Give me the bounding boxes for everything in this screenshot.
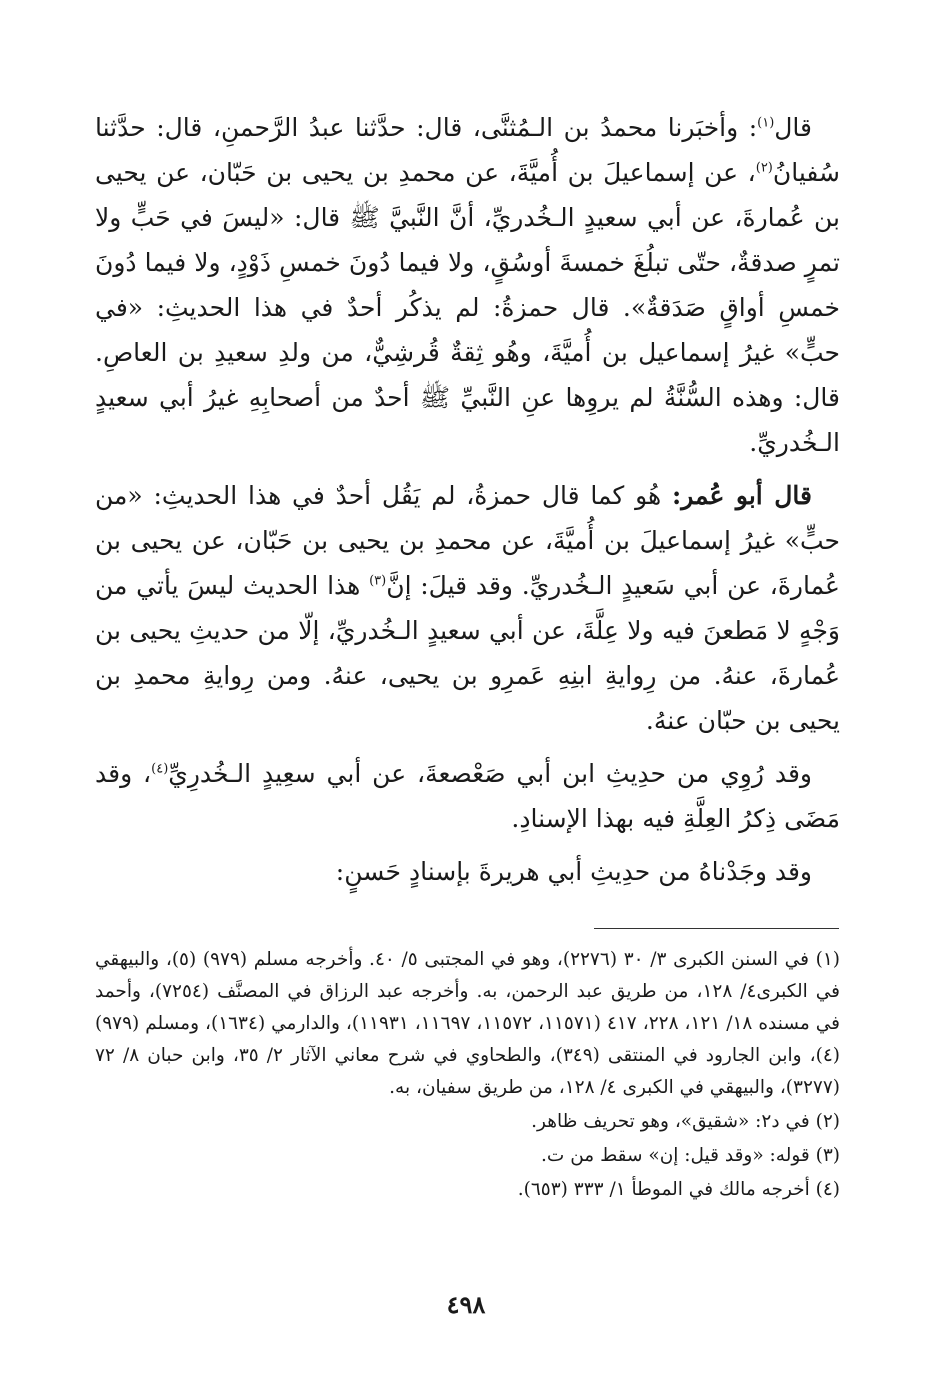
footnote-1: (١) في السنن الكبرى ٣/ ٣٠ (٢٢٧٦)، وهو في المجتبى ٥/ ٤٠. وأخرجه مسلم (٩٧٩) (٥)، والبيهقي في الكبرى٤/ ١٢٨، من طريق عبد الرحمن، به. وأخرجه عبد الرزاق في المصنَّف (٧٢٥٤)، وأحمد في مسنده ١٨/ ١٢١، ٢٢٨، ٤١٧ (١١٥٧١، ١١٥٧٢، ١١٦٩٧، ١١٩٣١)، والدارمي (١٦٣٤)، ومسلم (٩٧٩) (٤)، وابن الجارود في المنتقى (٣٤٩)، والطحاوي في شرح معاني الآثار ٢/ ٣٥، وابن حبان ٨/ ٧٢ (٣٢٧٧)، والبيهقي في الكبرى ٤/ ١٢٨، من طريق سفيان، به. (95, 949, 840, 1098)
paragraph-4-text: وقد وجَدْناهُ من حدِيثِ أبي هريرةَ بإسنادٍ حَسنٍ: (335, 857, 812, 886)
footnote-2: (٢) في د٢: «شقيق»، وهو تحريف ظاهر. (531, 1111, 840, 1132)
footnote-ref-1[interactable]: (١) (757, 115, 775, 131)
paragraph-3 (95, 751, 840, 841)
paragraph-4 (95, 849, 840, 894)
paragraph-1-text-c: ، عن إسماعيلَ بن أُميَّةَ، عن محمدِ بن يحيى بن حَبّان، عن يحيى بن عُمارةَ، عن أبي سعيدٍ الـخُدريِّ، أنَّ النَّبيَّ ﷺ قال: «ليسَ في حَبٍّ ولا تمرٍ صدقةٌ، حتّى تبلُغَ خمسةَ أوسُقٍ، ولا فيما دُونَ خمسِ ذَوْدٍ، ولا فيما دُونَ خمسِ أواقٍ صَدَقةٌ». قال حمزةُ: لم يذكُر أحدٌ في هذا الحديثِ: «في حبٍّ» غيرُ إسماعيل بن أُميَّةَ، وهُو ثِقةٌ قُرشِيٌّ، من ولدِ سعيدِ بن العاصِ. قال: وهذه السُّنَّةُ لم يروِها عنِ النَّبيِّ ﷺ أحدٌ من أصحابِهِ غيرُ أبي سعيدٍ الـخُدريِّ. (95, 158, 840, 457)
paragraph-3-text-b: ، وقد مَضَى ذِكرُ العِلَّةِ فيه بهذا الإسنادِ. (95, 759, 840, 833)
paragraph-3-text-a: وقد رُوِي من حدِيثِ ابن أبي صَعْصعةَ، عن أبي سعِيدٍ الـخُدرِيِّ (168, 759, 812, 788)
footnote-3: (٣) قوله: «وقد قيل: إن» سقط من ت. (541, 1145, 840, 1166)
paragraph-2-text-b: هذا الحديث ليسَ يأتي من وَجْهٍ لا مَطعنَ فيه ولا عِلَّةَ، عن أبي سعيدٍ الـخُدريِّ، إلّا من حديثِ يحيى بن عُمارةَ، عنهُ. من رِوايةِ ابنِهِ عَمرِو بن يحيى، عنهُ. ومن رِوايةِ محمدِ بن يحيى بن حبّان عنهُ. (95, 571, 840, 735)
paragraph-2-lead: قال أبو عُمر: (671, 481, 812, 510)
footnote-ref-3[interactable]: (٣) (369, 573, 387, 589)
footnote-ref-2[interactable]: (٢) (755, 160, 773, 176)
paragraph-1-text-b: : وأخبَرنا محمدُ بن الـمُثنَّى، قال: حدَّثنا عبدُ الرَّحمنِ، قال: حدَّثنا سُفيانُ (95, 113, 840, 187)
paragraph-2-text-a: هُو كما قال حمزةُ، لم يَقُل أحدٌ في هذا الحديثِ: «من حبٍّ» غيرُ إسماعيلَ بن أُميَّةَ، عن محمدِ بن يحيى بن حَبّان، عن يحيى بن عُمارةَ، عن أبي سَعيدٍ الـخُدريِّ. وقد قيلَ: إنَّ (95, 481, 840, 600)
footnote-separator (594, 928, 839, 929)
page-number: ٤٩٨ (446, 1290, 486, 1319)
footnote-4: (٤) أخرجه مالك في الموطأ ١/ ٣٣٣ (٦٥٣). (517, 1179, 840, 1200)
footnote-ref-4[interactable]: (٤) (151, 761, 169, 777)
paragraph-2 (95, 473, 840, 743)
main-text (95, 105, 840, 894)
paragraph-1 (95, 105, 840, 465)
footnotes-section (95, 944, 840, 1208)
paragraph-1-text-a: قال (774, 113, 812, 142)
